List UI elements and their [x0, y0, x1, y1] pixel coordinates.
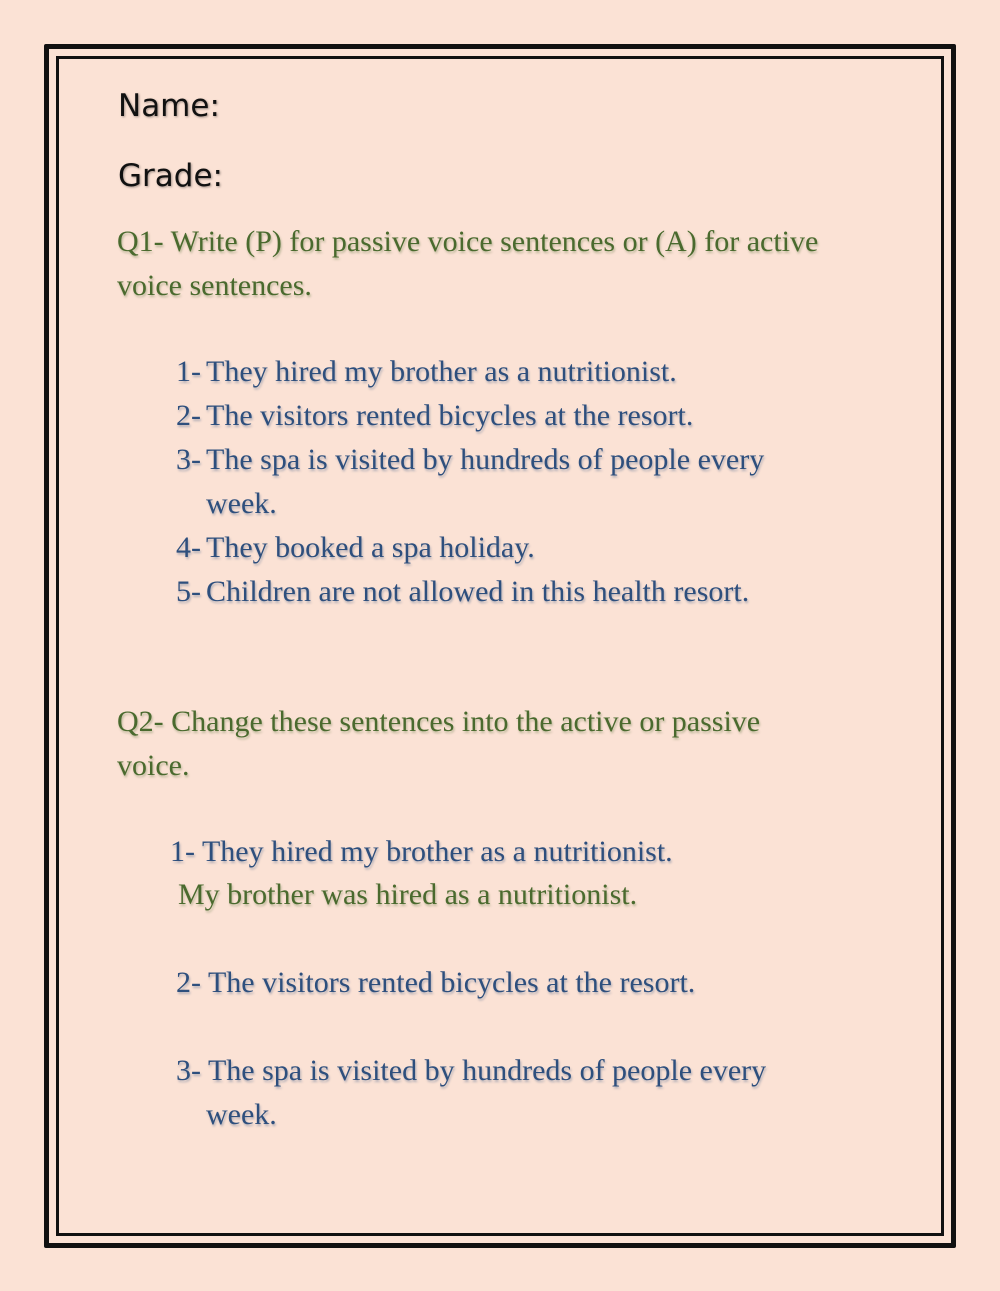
q1-item-number: 5- [176, 575, 201, 608]
q1-item-text: The spa is visited by hundreds of people every [206, 443, 765, 476]
grade-label: Grade: [118, 158, 223, 194]
q1-item-5 [176, 570, 749, 614]
q1-item-number: 2- [176, 399, 201, 432]
q2-item-1: 1- They hired my brother as a nutritionist. [170, 835, 673, 868]
q1-item-text: Children are not allowed in this health resort. [206, 575, 750, 608]
q2-prompt: Q2- Change these sentences into the active or passive voice. [117, 705, 761, 782]
q1-prompt: Q1- Write (P) for passive voice sentences or (A) for active voice sentences. [117, 225, 819, 302]
q2-item-1-answer: My brother was hired as a nutritionist. [178, 878, 638, 911]
q1-item-4 [176, 526, 535, 570]
q1-item-text: The visitors rented bicycles at the resort. [206, 399, 694, 432]
q1-item-number: 4- [176, 531, 201, 564]
q1-item-text: They hired my brother as a nutritionist. [206, 355, 677, 388]
q1-item-number: 1- [176, 355, 201, 388]
q2-item-3: 3- The spa is visited by hundreds of people every [176, 1054, 767, 1087]
q1-item-3 [176, 438, 764, 482]
q1-item-2 [176, 394, 693, 438]
q1-item-number: 3- [176, 443, 201, 476]
q1-item-1 [176, 350, 677, 394]
name-label: Name: [118, 88, 220, 124]
q2-item-2: 2- The visitors rented bicycles at the resort. [176, 966, 696, 999]
q2-item-3-continuation: week. [206, 1098, 277, 1131]
q1-item-3-continuation: week. [206, 487, 277, 520]
q1-item-text: They booked a spa holiday. [206, 531, 535, 564]
